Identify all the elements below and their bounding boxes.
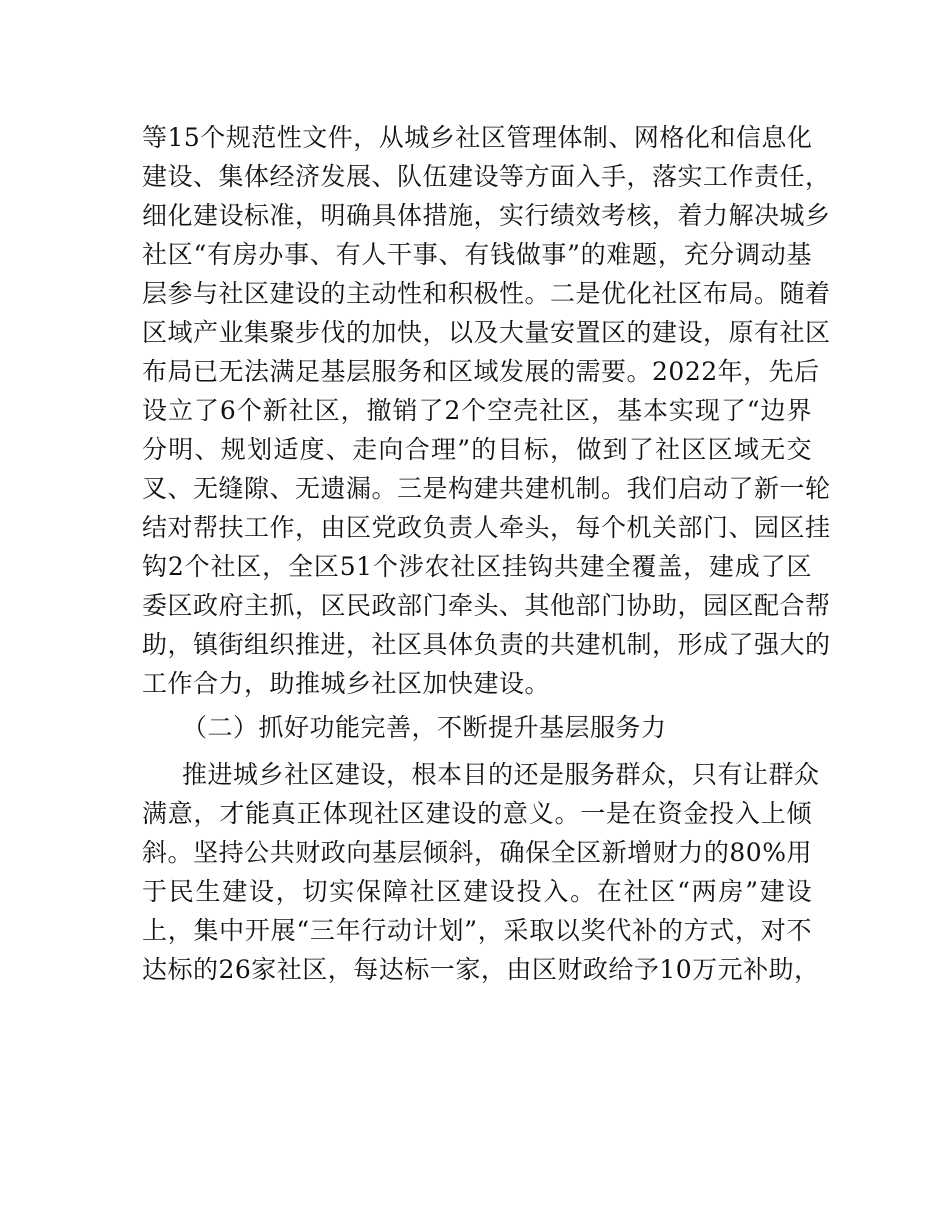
paragraph-line: 等15个规范性文件，从城乡社区管理体制、网格化和信息化	[142, 123, 813, 152]
paragraph-line: 设立了6个新社区，撤销了2个空壳社区，基本实现了“边界	[142, 396, 812, 425]
paragraph-line: 达标的26家社区，每达标一家，由区财政给予10万元补助，	[142, 955, 820, 984]
paragraph-line: 钩2个社区，全区51个涉农社区挂钩共建全覆盖，建成了区	[142, 552, 812, 581]
paragraph-line: 区域产业集聚步伐的加快，以及大量安置区的建设，原有社区	[142, 318, 831, 347]
paragraph-line: 细化建设标准，明确具体措施，实行绩效考核，着力解决城乡	[142, 201, 831, 230]
paragraph-line: 建设、集体经济发展、队伍建设等方面入手，落实工作责任，	[142, 162, 831, 191]
paragraph-line: 斜。坚持公共财政向基层倾斜，确保全区新增财力的80%用	[142, 838, 812, 867]
paragraph-line: 结对帮扶工作，由区党政负责人牵头，每个机关部门、园区挂	[142, 513, 831, 542]
paragraph-line: 满意，才能真正体现社区建设的意义。一是在资金投入上倾	[142, 799, 812, 828]
paragraph-line: 叉、无缝隙、无遗漏。三是构建共建机制。我们启动了新一轮	[142, 474, 831, 503]
paragraph-line: 层参与社区建设的主动性和积极性。二是优化社区布局。随着	[142, 279, 831, 308]
paragraph-line: 于民生建设，切实保障社区建设投入。在社区“两房”建设	[142, 877, 812, 906]
paragraph-line: 委区政府主抓，区民政部门牵头、其他部门协助，园区配合帮	[142, 591, 831, 620]
section-heading: （二）抓好功能完善，不断提升基层服务力	[182, 713, 667, 742]
paragraph-line: 布局已无法满足基层服务和区域发展的需要。2022年，先后	[142, 357, 820, 386]
paragraph-line: 分明、规划适度、走向合理”的目标，做到了社区区域无交	[142, 435, 812, 464]
paragraph-line: 上，集中开展“三年行动计划”，采取以奖代补的方式，对不	[142, 916, 812, 945]
paragraph-line: 助，镇街组织推进，社区具体负责的共建机制，形成了强大的	[142, 630, 831, 659]
paragraph-line: 社区“有房办事、有人干事、有钱做事”的难题，充分调动基	[142, 240, 812, 269]
paragraph-line: 推进城乡社区建设，根本目的还是服务群众，只有让群众	[182, 760, 820, 789]
paragraph-line: 工作合力，助推城乡社区加快建设。	[142, 669, 551, 698]
